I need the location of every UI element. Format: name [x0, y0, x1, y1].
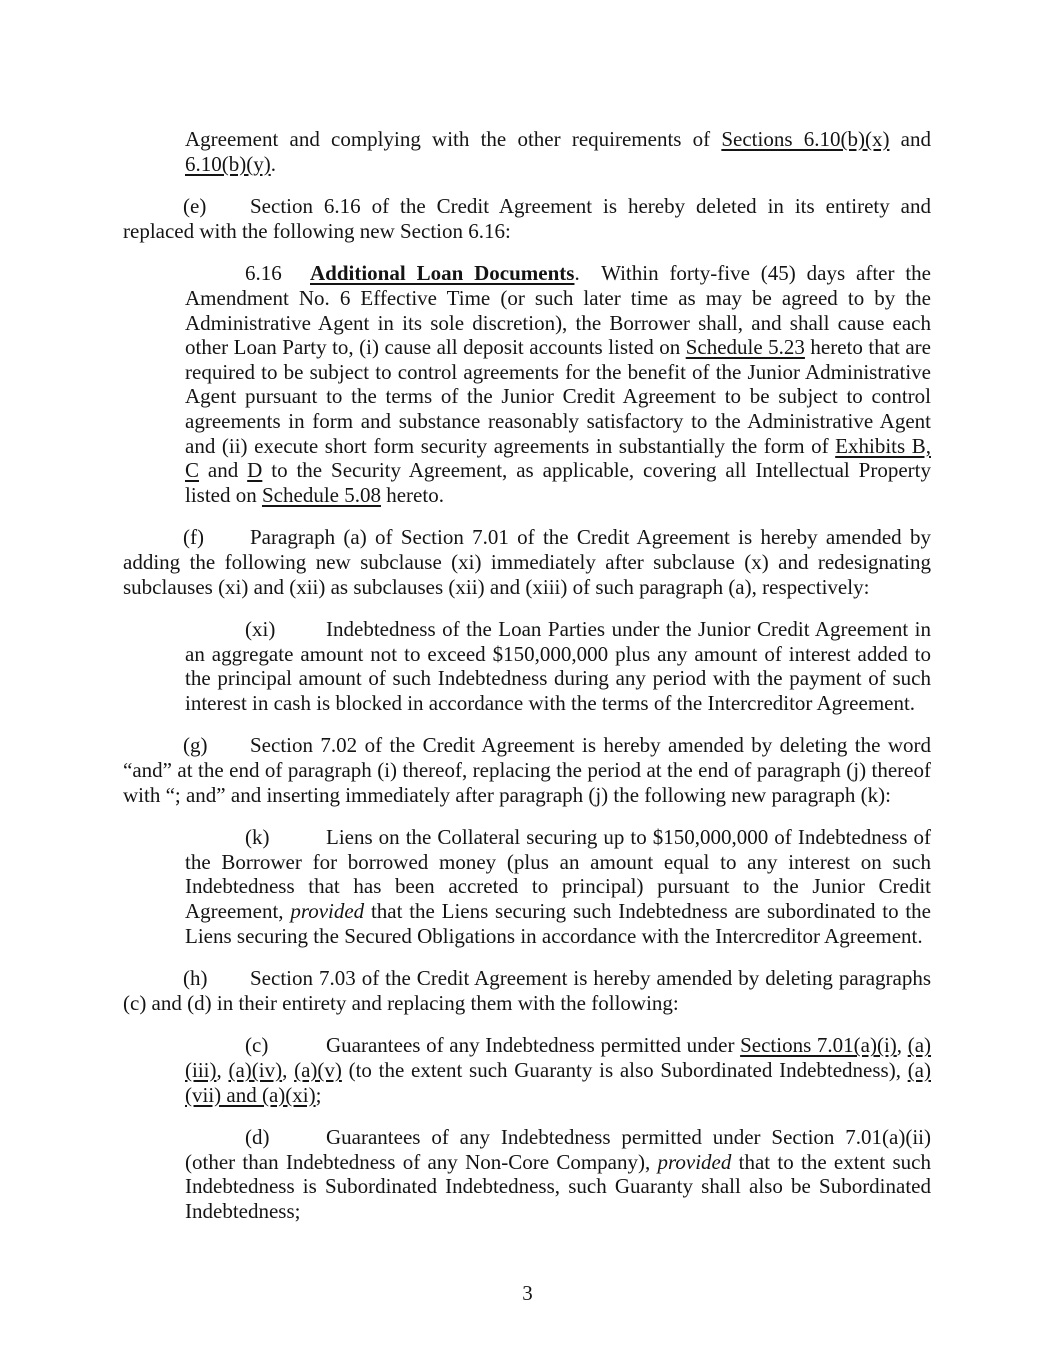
- text-run: Schedule 5.23: [685, 335, 805, 360]
- text-run: that the Liens securing such Indebtedness are subordinated to the Liens securing the Secured Obligations in accordance with the Intercreditor Agreement.: [185, 899, 931, 948]
- paragraph-label: (g): [183, 733, 208, 758]
- text-run: ,: [896, 1033, 908, 1058]
- text-run: Indebtedness of the Loan Parties under the Junior Credit Agreement in an aggregate amount not to exceed $150,000,000 plus any amount of interest added to the principal amount of such Indebtedness during any period with the payment of such interest in cash is blocked in accordance with the terms of the Intercreditor Agreement.: [185, 617, 931, 715]
- text-run: Paragraph (a) of Section 7.01 of the Credit Agreement is hereby amended by adding the following new subclause (xi) immediately after subclause (x) and redesignating subclauses (xi) and (xii) as subclauses (xii) and (xiii) of such paragraph (a), respectively:: [123, 525, 931, 599]
- text-run: Exhibits B,: [835, 433, 931, 458]
- paragraph: [123, 733, 931, 807]
- text-run: and: [199, 458, 248, 483]
- text-run: .: [270, 151, 276, 176]
- paragraph-label: 6.16: [245, 261, 282, 286]
- text-run: that to the extent such Indebtedness is Subordinated Indebtedness, such Guaranty shall also be Subordinated Indebtedness;: [185, 1149, 931, 1223]
- paragraph-label: (f): [183, 525, 204, 550]
- paragraph-label: (d): [245, 1125, 270, 1150]
- paragraph-label: (e): [183, 194, 207, 219]
- paragraph: [123, 194, 931, 243]
- text-run: hereto that are required to be subject to control agreements for the benefit of the Junior Administrative Agent pursuant to the terms of the Junior Credit Agreement to be subject to control agreements in form and substance reasonably satisfactory to the Administrative Agent and (ii) execute short form security agreements in substantially the form of: [185, 335, 931, 458]
- text-run: ,: [282, 1058, 295, 1082]
- paragraph-label: (c): [245, 1033, 269, 1058]
- text-run: . Within forty-five (45) days after the Amendment No. 6 Effective Time (or such later time as may be agreed to by the Administrative Agent in its sole discretion), the Borrower shall, and shall cause each other Loan Party to, (i) cause all deposit accounts listed on: [185, 261, 931, 360]
- paragraph: [185, 1125, 931, 1223]
- text-run: Guarantees of any Indebtedness permitted under Section 7.01(a)(ii) (other than Indebtedness of any Non-Core Company),: [185, 1125, 931, 1174]
- text-run: provided: [657, 1149, 732, 1174]
- text-run: (a)(iv): [228, 1058, 283, 1082]
- text-run: Schedule 5.08: [262, 482, 381, 507]
- paragraph: [123, 525, 931, 599]
- text-run: C: [185, 458, 200, 483]
- paragraph-label: (xi): [245, 617, 276, 642]
- text-run: Additional Loan Documents: [310, 261, 575, 286]
- text-run: (to the extent such Guaranty is also Subordinated Indebtedness),: [341, 1058, 908, 1082]
- paragraph-label: (h): [183, 966, 208, 991]
- paragraph: [185, 127, 931, 176]
- text-run: Section 6.16 of the Credit Agreement is hereby deleted in its entirety and replaced with the following new Section 6.16:: [123, 194, 931, 243]
- document-body: [123, 127, 931, 1224]
- paragraph: [185, 617, 931, 715]
- text-run: Sections 7.01(a)(i): [740, 1033, 897, 1058]
- paragraph: [123, 966, 931, 1015]
- text-run: D: [247, 458, 263, 483]
- text-run: ;: [315, 1082, 322, 1107]
- paragraph: [185, 261, 931, 507]
- text-run: (a)(vii) and (a)(xi): [185, 1058, 931, 1107]
- text-run: provided: [290, 899, 365, 924]
- text-run: hereto.: [380, 482, 444, 507]
- text-run: to the Security Agreement, as applicable, covering all Intellectual Property listed on: [185, 458, 931, 507]
- text-run: and: [889, 127, 931, 151]
- text-run: Liens on the Collateral securing up to $150,000,000 of Indebtedness of the Borrower for borrowed money (plus an amount equal to any interest on such Indebtedness that has been accreted to principal) pursuant to the Junior Credit Agreement,: [185, 825, 931, 924]
- page-number: 3: [522, 1281, 533, 1305]
- text-run: Agreement and complying with the other requirements of: [185, 127, 722, 151]
- paragraph: [185, 825, 931, 948]
- text-run: (a)(iii): [185, 1033, 932, 1082]
- text-run: ,: [216, 1058, 229, 1082]
- text-run: (a)(v): [294, 1058, 342, 1082]
- text-run: Sections 6.10(b)(x): [721, 127, 890, 151]
- text-run: Guarantees of any Indebtedness permitted under: [326, 1033, 741, 1058]
- text-run: Section 7.02 of the Credit Agreement is hereby amended by deleting the word “and” at the end of paragraph (i) thereof, replacing the period at the end of paragraph (j) thereof with “; and” and inserting immediately after paragraph (j) the following new paragraph (k):: [123, 733, 931, 807]
- paragraph-label: (k): [245, 825, 270, 850]
- text-run: Section 7.03 of the Credit Agreement is hereby amended by deleting paragraphs (c) and (d) in their entirety and replacing them with the following:: [123, 966, 931, 1015]
- text-run: 6.10(b)(y): [185, 151, 271, 176]
- paragraph: [185, 1033, 931, 1107]
